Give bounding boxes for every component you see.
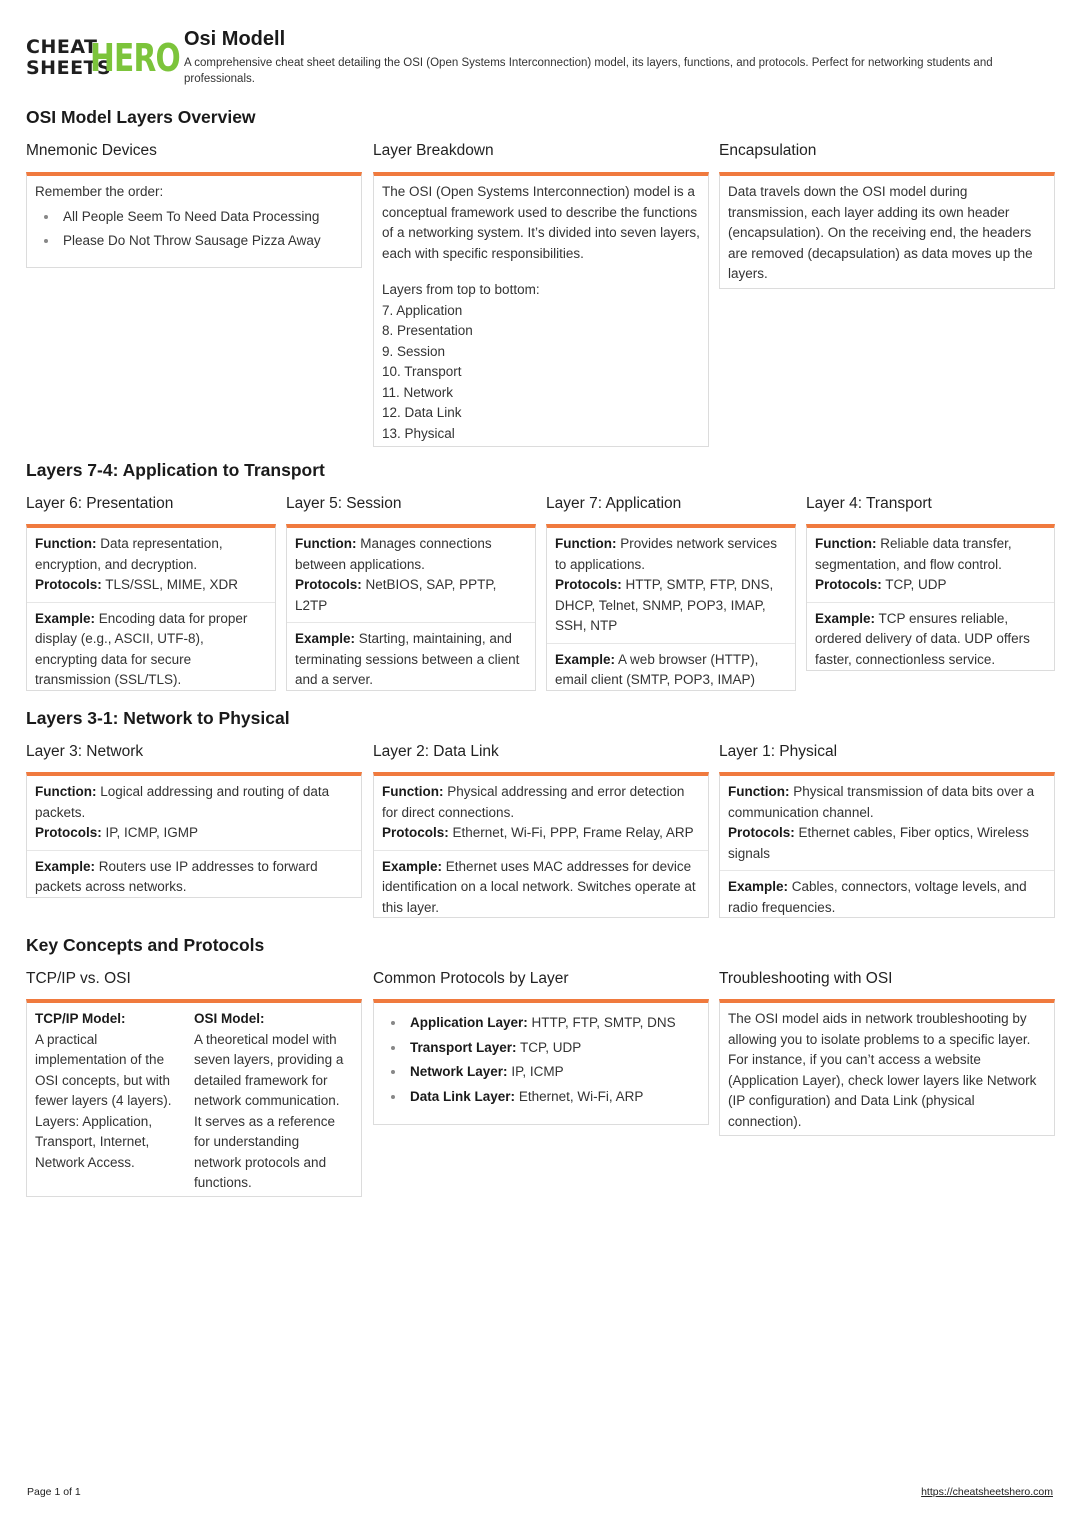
example-text: A web browser (HTTP), email client (SMTP, POP3, IMAP) — [555, 651, 759, 687]
protocols-label: Protocols: — [35, 825, 102, 840]
card-network — [26, 772, 362, 898]
protocols-text: TLS/SSL, MIME, XDR — [105, 577, 239, 592]
mnemonic-intro: Remember the order: — [35, 184, 164, 199]
osi-model-label: OSI Model: — [194, 1011, 265, 1026]
tcpip-model-label: TCP/IP Model: — [35, 1011, 126, 1026]
function-label: Function: — [35, 784, 97, 799]
protocols-text: NetBIOS, SAP, PPTP, L2TP — [295, 577, 497, 613]
protocol-layer-value: IP, ICMP — [511, 1064, 564, 1079]
card-title-troubleshooting: Troubleshooting with OSI — [719, 970, 893, 987]
logo-text-brand: HERO — [90, 36, 180, 80]
protocols-label: Protocols: — [35, 577, 102, 592]
card-title-mnemonic: Mnemonic Devices — [26, 142, 157, 159]
function-label: Function: — [295, 536, 357, 551]
card-title-protocols-by-layer: Common Protocols by Layer — [373, 970, 569, 987]
function-text: Provides network services to applications. — [555, 536, 778, 572]
example-text: Starting, maintaining, and terminating sessions between a client and a server. — [295, 631, 520, 687]
card-title-session: Layer 5: Session — [286, 495, 402, 512]
card-tcpip — [26, 999, 362, 1197]
mnemonic-list — [35, 207, 353, 252]
list-item: 11. Network — [382, 384, 454, 400]
footer-link[interactable]: https://cheatsheetshero.com — [921, 1486, 1053, 1498]
card-physical — [719, 772, 1055, 918]
card-transport — [806, 524, 1055, 671]
function-label: Function: — [382, 784, 444, 799]
function-text: Physical transmission of data bits over a communication channel. — [728, 784, 1035, 820]
page-header — [26, 28, 1056, 92]
breakdown-list-intro: Layers from top to bottom: — [382, 282, 540, 297]
function-text: Manages connections between applications. — [295, 536, 492, 572]
list-item: 10. Transport — [382, 364, 462, 379]
osi-model-text: A theoretical model with seven layers, providing a detailed framework for network communication. It serves as a reference for understanding network protocols and functions. — [194, 1031, 344, 1190]
example-label: Example: — [382, 858, 443, 874]
card-protocols-by-layer — [373, 999, 709, 1125]
function-label: Function: — [728, 784, 790, 799]
encapsulation-text: Data travels down the OSI model during transmission, each layer adding its own header (encapsulation). On the receiving end, the headers are removed (decapsulation) as data moves up the layers. — [728, 184, 1033, 281]
logo-text-bottom: SHEETS — [26, 57, 112, 79]
list-item: 9. Session — [382, 343, 446, 359]
protocols-text: Ethernet, Wi-Fi, PPP, Frame Relay, ARP — [452, 825, 694, 840]
card-presentation — [26, 524, 276, 691]
card-data-link — [373, 772, 709, 918]
example-label: Example: — [35, 610, 96, 626]
function-text: Physical addressing and error detection for direct connections. — [382, 784, 685, 820]
example-label: Example: — [295, 631, 356, 646]
protocol-layer-label: Transport Layer: — [410, 1039, 517, 1055]
card-title-physical: Layer 1: Physical — [719, 743, 838, 760]
protocols-text: Ethernet cables, Fiber optics, Wireless signals — [728, 825, 1029, 861]
list-item: 12. Data Link — [382, 405, 462, 420]
example-text: TCP ensures reliable, ordered delivery of data. UDP offers faster, connectionless service. — [815, 610, 1030, 667]
example-label: Example: — [728, 879, 789, 894]
protocol-layer-value: Ethernet, Wi-Fi, ARP — [518, 1088, 644, 1104]
example-text: Cables, connectors, voltage levels, and radio frequencies. — [728, 879, 1027, 915]
protocol-layer-value: HTTP, FTP, SMTP, DNS — [531, 1015, 676, 1030]
function-label: Function: — [555, 536, 617, 551]
card-title-data-link: Layer 2: Data Link — [373, 743, 499, 760]
protocols-text: TCP, UDP — [885, 577, 947, 592]
section-title-concepts: Key Concepts and Protocols — [26, 935, 265, 955]
function-text: Data representation, encryption, and decryption. — [35, 536, 223, 572]
protocols-label: Protocols: — [555, 577, 622, 592]
function-text: Logical addressing and routing of data packets. — [35, 784, 330, 820]
list-item — [382, 1087, 700, 1108]
protocol-layer-value: TCP, UDP — [520, 1039, 582, 1055]
card-title-application: Layer 7: Application — [546, 495, 682, 512]
example-label: Example: — [555, 651, 616, 667]
list-item: 8. Presentation — [382, 323, 473, 338]
example-label: Example: — [815, 610, 876, 626]
protocols-label: Protocols: — [815, 577, 882, 592]
example-text: Encoding data for proper display (e.g., ASCII, UTF-8), encrypting data for secure transmission (SSL/TLS). — [35, 610, 248, 687]
card-title-presentation: Layer 6: Presentation — [26, 495, 174, 512]
protocols-text: HTTP, SMTP, FTP, DNS, DHCP, Telnet, SNMP, POP3, IMAP, SSH, NTP — [555, 577, 774, 633]
protocols-list — [382, 1013, 700, 1107]
page-number: Page 1 of 1 — [27, 1486, 81, 1498]
protocol-layer-label: Application Layer: — [410, 1015, 528, 1030]
list-item — [382, 1062, 700, 1083]
protocol-layer-label: Network Layer: — [410, 1064, 508, 1079]
protocols-text: IP, ICMP, IGMP — [105, 825, 199, 840]
list-item: Please Do Not Throw Sausage Pizza Away — [35, 231, 353, 252]
card-session — [286, 524, 536, 691]
card-encapsulation — [719, 172, 1055, 289]
card-breakdown — [373, 172, 709, 447]
list-item: 13. Physical — [382, 425, 455, 441]
protocols-label: Protocols: — [728, 825, 795, 840]
cheatsheetshero-logo[interactable] — [26, 36, 180, 84]
list-item — [382, 1013, 700, 1034]
function-label: Function: — [35, 536, 97, 551]
protocols-label: Protocols: — [382, 825, 449, 840]
function-label: Function: — [815, 536, 877, 551]
troubleshooting-text: The OSI model aids in network troubleshooting by allowing you to isolate problems to a specific layer. For instance, if you can’t access a website (Application Layer), check lower layers like Network (IP configuration) and Data Link (physical connection). — [728, 1011, 1037, 1129]
function-text: Reliable data transfer, segmentation, and flow control. — [815, 536, 1012, 572]
example-text: Ethernet uses MAC addresses for device identification on a local network. Switches operate at this layer. — [382, 858, 696, 915]
card-title-transport: Layer 4: Transport — [806, 495, 932, 512]
list-item — [382, 1038, 700, 1059]
page-title: Osi Modell — [184, 28, 286, 50]
card-title-breakdown: Layer Breakdown — [373, 142, 494, 159]
card-title-encapsulation: Encapsulation — [719, 142, 817, 159]
example-label: Example: — [35, 858, 96, 874]
section-title-overview: OSI Model Layers Overview — [26, 107, 256, 127]
card-mnemonic — [26, 172, 362, 268]
card-title-tcpip: TCP/IP vs. OSI — [26, 970, 131, 987]
protocol-layer-label: Data Link Layer: — [410, 1088, 516, 1104]
list-item: 7. Application — [382, 302, 463, 318]
card-application — [546, 524, 796, 691]
protocols-label: Protocols: — [295, 577, 362, 592]
breakdown-text: The OSI (Open Systems Interconnection) model is a conceptual framework used to describe the functions of a networking system. It’s divided into seven layers, each with specific responsibilities. — [382, 184, 700, 261]
page-subtitle: A comprehensive cheat sheet detailing the OSI (Open Systems Interconnection) model, its layers, functions, and protocols. Perfect for networking students and professionals. — [184, 57, 993, 85]
logo-text-top: CHEAT — [26, 36, 98, 58]
card-troubleshooting — [719, 999, 1055, 1136]
card-title-network: Layer 3: Network — [26, 743, 144, 760]
section-title-upper: Layers 7-4: Application to Transport — [26, 460, 325, 480]
example-text: Routers use IP addresses to forward packets across networks. — [35, 858, 318, 894]
list-item: All People Seem To Need Data Processing — [35, 207, 353, 228]
tcpip-model-text: A practical implementation of the OSI concepts, but with fewer layers (4 layers). Layers: Application, Transport, Internet, Network Access. — [35, 1031, 172, 1170]
section-title-lower: Layers 3-1: Network to Physical — [26, 708, 290, 728]
